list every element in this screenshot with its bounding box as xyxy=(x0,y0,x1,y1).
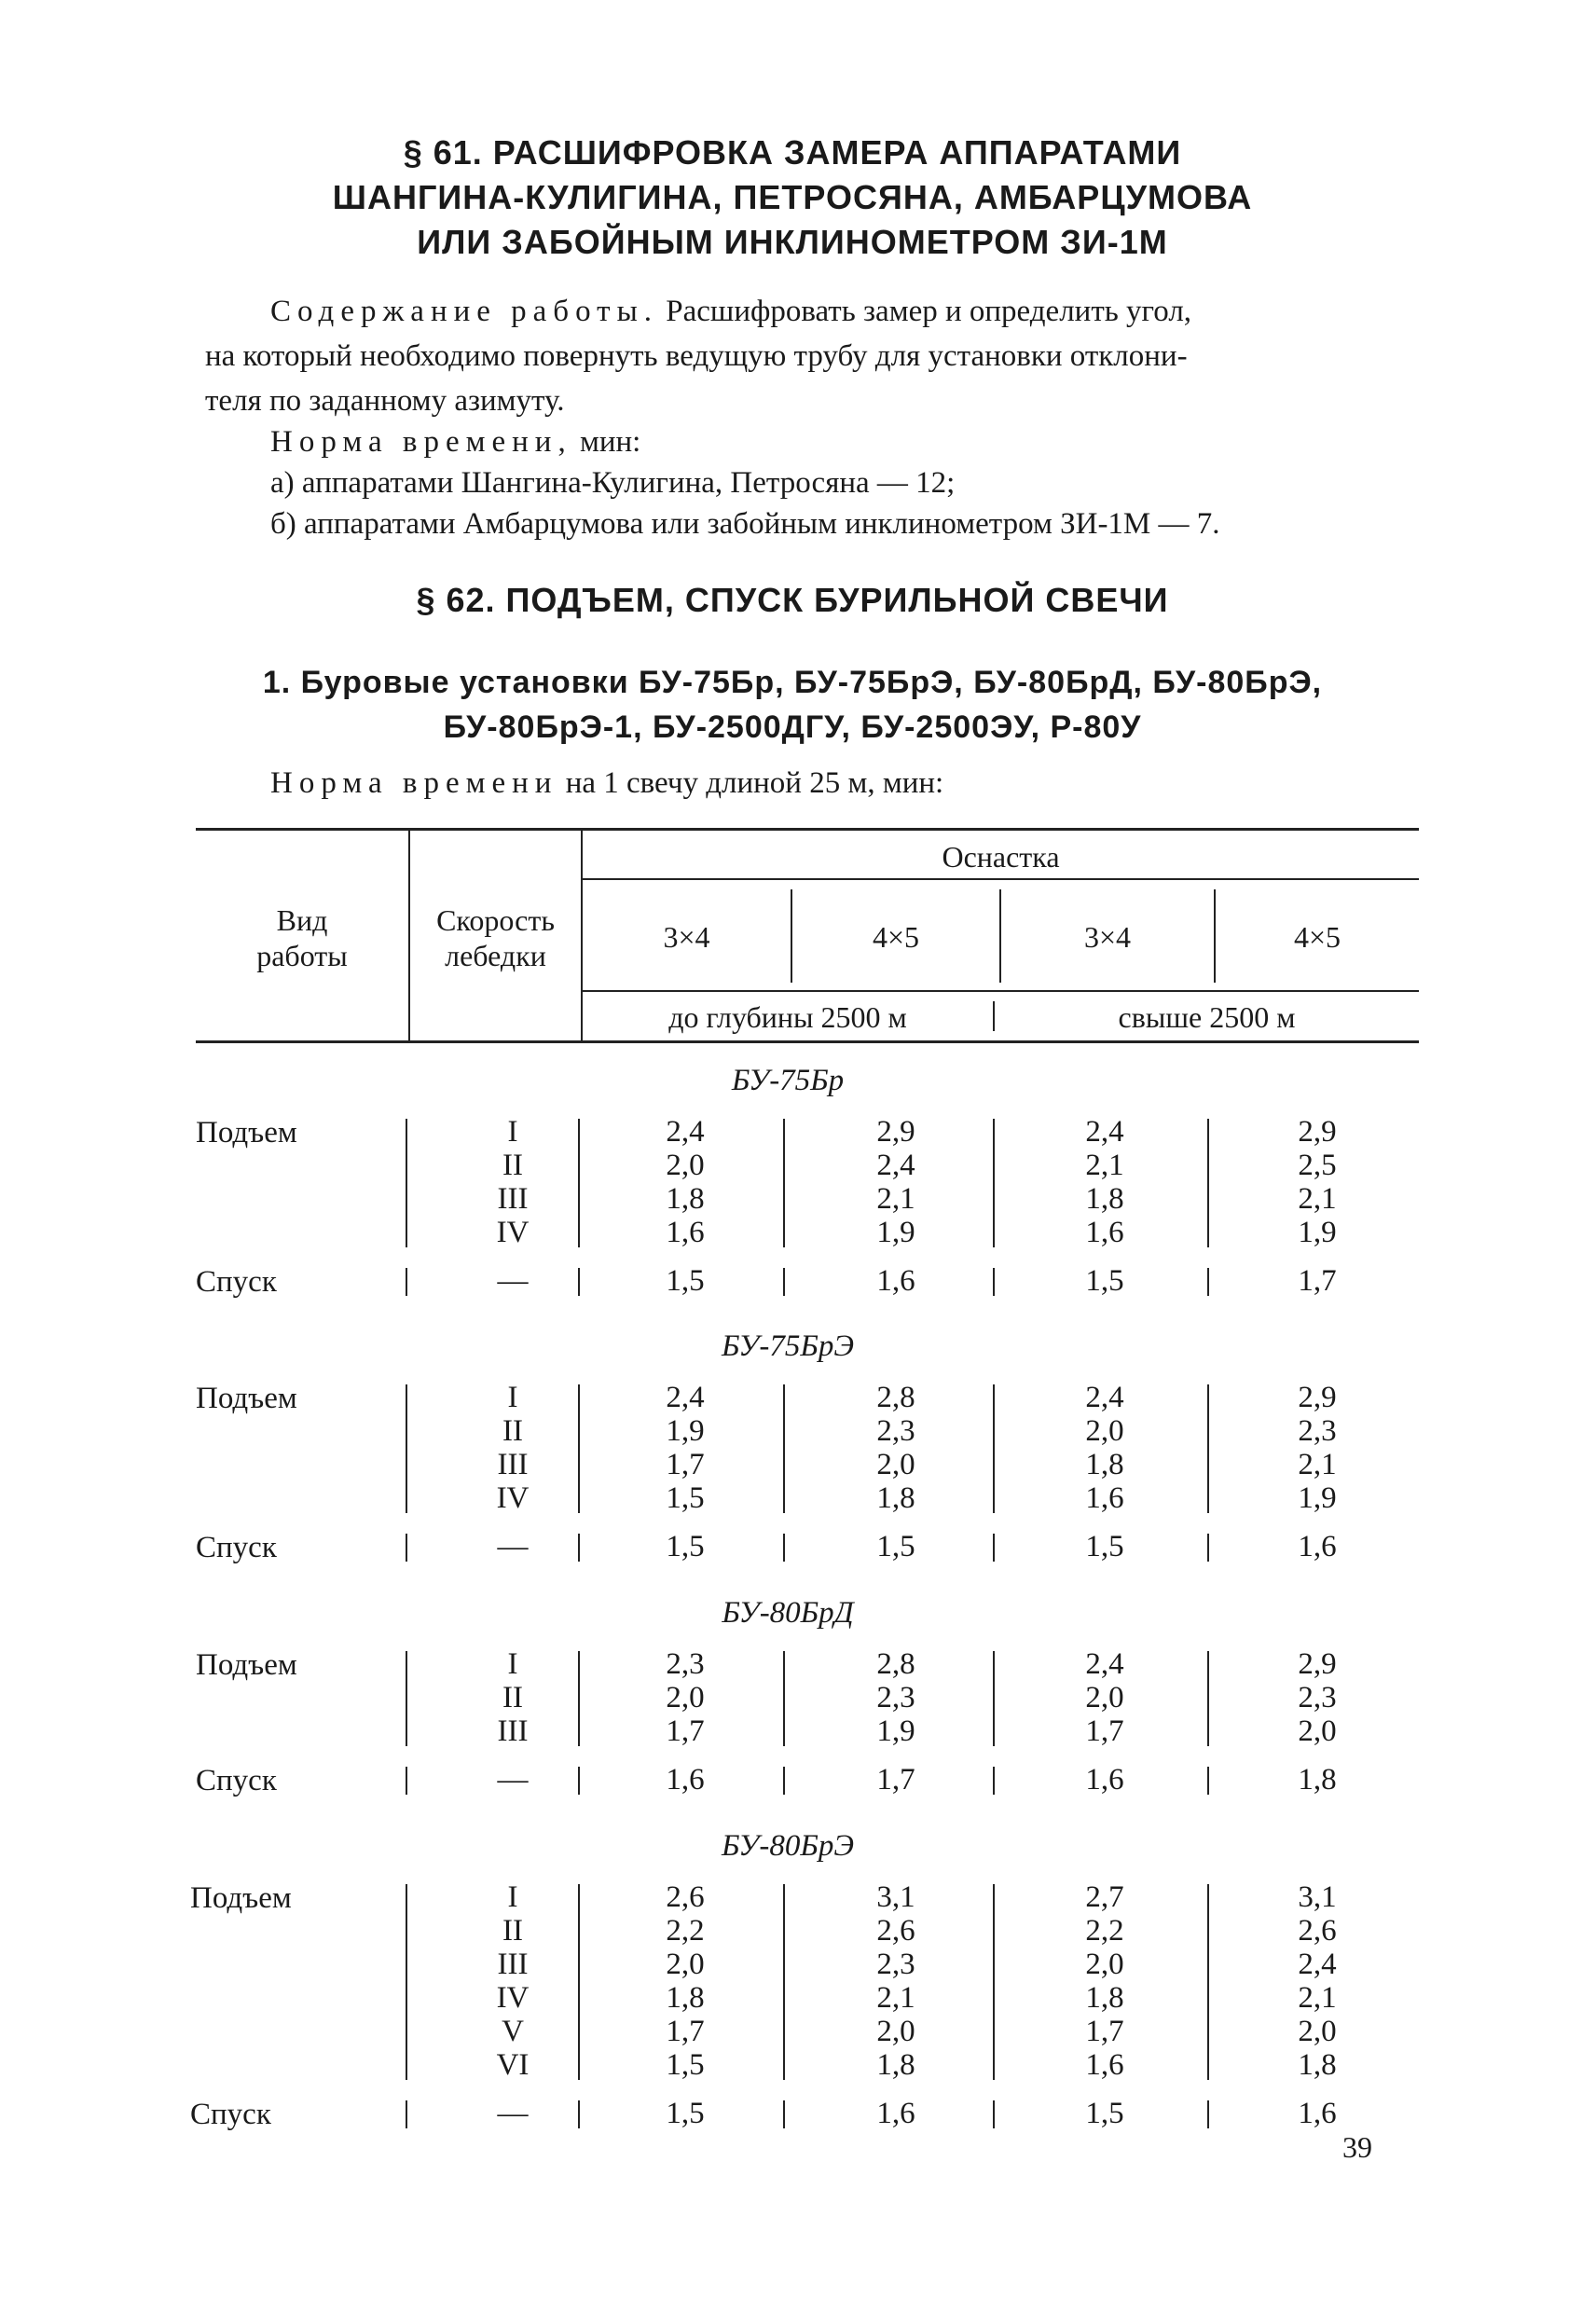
norm-line xyxy=(270,421,640,462)
value-cell: 2,6 xyxy=(1298,1914,1337,1948)
value-cell: 1,5 xyxy=(666,1530,705,1563)
speed-cell: III xyxy=(497,1448,529,1481)
row-separator xyxy=(578,1651,580,1746)
content-line-3: теля по заданному азимуту. xyxy=(205,384,565,418)
value-cell: 2,3 xyxy=(876,1414,915,1448)
value-cell: 1,5 xyxy=(1085,2097,1124,2130)
value-cell: 2,0 xyxy=(666,1681,705,1714)
speed-cell: V xyxy=(502,2015,524,2048)
value-cell: 2,0 xyxy=(876,1448,915,1481)
value-cell: 2,4 xyxy=(1085,1115,1124,1149)
speed-cell: — xyxy=(497,1763,529,1797)
value-cell: 2,6 xyxy=(876,1914,915,1948)
value-cell: 2,5 xyxy=(1298,1149,1337,1182)
row-separator xyxy=(993,1767,995,1795)
row-separator xyxy=(1207,1534,1209,1562)
value-cell: 1,6 xyxy=(1085,2048,1124,2082)
value-cell: 1,7 xyxy=(1085,1714,1124,1748)
speed-cell: II xyxy=(502,1149,523,1182)
value-cell: 1,6 xyxy=(1085,1216,1124,1249)
content-line-1 xyxy=(270,291,1191,332)
speed-cell: — xyxy=(497,1264,529,1298)
value-cell: 1,7 xyxy=(666,2015,705,2048)
row-separator xyxy=(783,1884,785,2080)
content-label: Содержание работы. xyxy=(270,295,659,328)
speed-cell: IV xyxy=(496,1981,530,2015)
value-cell: 1,5 xyxy=(666,1264,705,1298)
row-separator xyxy=(993,2100,995,2128)
row-separator xyxy=(578,1767,580,1795)
row-separator xyxy=(783,1268,785,1296)
norm-62-label: Норма времени xyxy=(270,766,558,800)
section-61-title xyxy=(186,131,1398,265)
subtitle-line1: 1. Буровые установки БУ-75Бр, БУ-75БрЭ, БУ-80БрД, БУ-80БрЭ, xyxy=(262,665,1323,700)
value-cell: 2,0 xyxy=(1298,2015,1337,2048)
section-title: БУ-75БрЭ xyxy=(722,1329,854,1363)
value-cell: 2,1 xyxy=(876,1182,915,1216)
section-title: БУ-75Бр xyxy=(731,1064,845,1097)
row-separator xyxy=(993,1268,995,1296)
speed-cell: IV xyxy=(496,1481,530,1515)
row-separator xyxy=(1207,1884,1209,2080)
value-cell: 2,3 xyxy=(876,1681,915,1714)
value-cell: 3,1 xyxy=(1298,1880,1337,1914)
value-cell: 2,9 xyxy=(1298,1115,1337,1149)
row-separator xyxy=(783,1119,785,1247)
speed-cell: I xyxy=(507,1381,518,1414)
value-cell: 1,5 xyxy=(666,2048,705,2082)
equip-rule xyxy=(583,878,1419,880)
speed-cell: II xyxy=(502,1914,523,1948)
page-number: 39 xyxy=(1342,2130,1372,2164)
value-cell: 1,6 xyxy=(876,2097,915,2130)
header-speed-2: лебедки xyxy=(445,939,546,972)
value-cell: 2,2 xyxy=(666,1914,705,1948)
row-separator xyxy=(406,2100,407,2128)
row-separator xyxy=(578,1534,580,1562)
header-work xyxy=(196,902,408,973)
value-cell: 2,1 xyxy=(1085,1149,1124,1182)
section-title: БУ-80БрД xyxy=(722,1596,854,1630)
value-cell: 1,8 xyxy=(1298,1763,1337,1797)
row-label-lift: Подъем xyxy=(196,1382,297,1415)
speed-cell: I xyxy=(507,1115,518,1149)
value-cell: 2,0 xyxy=(1298,1714,1337,1748)
header-work-2: работы xyxy=(256,939,348,972)
row-separator xyxy=(783,1767,785,1795)
value-cell: 2,3 xyxy=(876,1948,915,1981)
row-separator xyxy=(406,1268,407,1296)
row-separator xyxy=(1207,1119,1209,1247)
norm-label: Норма времени, xyxy=(270,425,572,459)
row-label-lower: Спуск xyxy=(196,1531,277,1564)
value-cell: 2,2 xyxy=(1085,1914,1124,1948)
value-cell: 2,4 xyxy=(666,1115,705,1149)
row-separator xyxy=(783,2100,785,2128)
row-separator xyxy=(1207,1268,1209,1296)
header-depth-1: до глубины 2500 м xyxy=(668,1000,907,1034)
header-rig-2: 4×5 xyxy=(872,920,920,954)
row-separator xyxy=(406,1119,407,1247)
value-cell: 2,8 xyxy=(876,1381,915,1414)
norm-item-b: б) аппаратами Амбарцумова или забойным инклинометром ЗИ-1М — 7. xyxy=(270,507,1220,541)
section-61-title-line3: ИЛИ ЗАБОЙНЫМ ИНКЛИНОМЕТРОМ ЗИ-1М xyxy=(417,223,1168,261)
row-label-lift: Подъем xyxy=(196,1116,297,1150)
row-separator xyxy=(578,2100,580,2128)
value-cell: 1,7 xyxy=(1085,2015,1124,2048)
row-separator xyxy=(993,1651,995,1746)
row-separator xyxy=(1207,1651,1209,1746)
row-separator xyxy=(783,1384,785,1513)
value-cell: 1,8 xyxy=(666,1182,705,1216)
row-label-lift: Подъем xyxy=(196,1648,297,1682)
value-cell: 2,0 xyxy=(666,1149,705,1182)
value-cell: 2,1 xyxy=(1298,1981,1337,2015)
value-cell: 1,6 xyxy=(666,1216,705,1249)
value-cell: 2,4 xyxy=(1298,1948,1337,1981)
speed-cell: III xyxy=(497,1182,529,1216)
speed-cell: IV xyxy=(496,1216,530,1249)
row-separator xyxy=(406,1534,407,1562)
row-separator xyxy=(1207,1384,1209,1513)
value-cell: 1,7 xyxy=(666,1448,705,1481)
value-cell: 2,6 xyxy=(666,1880,705,1914)
row-separator xyxy=(578,1884,580,2080)
value-cell: 2,9 xyxy=(1298,1381,1337,1414)
value-cell: 1,5 xyxy=(666,2097,705,2130)
value-cell: 1,9 xyxy=(876,1216,915,1249)
value-cell: 1,6 xyxy=(1298,2097,1337,2130)
value-cell: 2,4 xyxy=(666,1381,705,1414)
value-cell: 1,8 xyxy=(1085,1981,1124,2015)
row-separator xyxy=(783,1651,785,1746)
value-cell: 1,9 xyxy=(1298,1216,1337,1249)
value-cell: 2,0 xyxy=(876,2015,915,2048)
row-label-lift: Подъем xyxy=(190,1881,292,1915)
norm-item-a: а) аппаратами Шангина-Кулигина, Петросяна — 12; xyxy=(270,466,956,500)
value-cell: 1,5 xyxy=(1085,1264,1124,1298)
section-title: БУ-80БрЭ xyxy=(722,1829,854,1863)
header-work-1: Вид xyxy=(276,903,328,937)
speed-cell: III xyxy=(497,1948,529,1981)
value-cell: 1,6 xyxy=(1085,1481,1124,1515)
content-line-2: на который необходимо повернуть ведущую трубу для установки отклони- xyxy=(205,339,1188,373)
value-cell: 2,3 xyxy=(1298,1414,1337,1448)
row-separator xyxy=(578,1268,580,1296)
speed-cell: I xyxy=(507,1647,518,1681)
subtitle-line2: БУ-80БрЭ-1, БУ-2500ДГУ, БУ-2500ЭУ, Р-80У xyxy=(443,709,1142,745)
value-cell: 1,8 xyxy=(1085,1182,1124,1216)
row-label-lower: Спуск xyxy=(190,2098,271,2131)
row-separator xyxy=(783,1534,785,1562)
value-cell: 2,0 xyxy=(1085,1414,1124,1448)
row-separator xyxy=(993,1534,995,1562)
speed-cell: — xyxy=(497,2097,529,2130)
row-separator xyxy=(993,1119,995,1247)
speed-cell: III xyxy=(497,1714,529,1748)
norm-62-line xyxy=(270,763,943,804)
value-cell: 2,9 xyxy=(1298,1647,1337,1681)
value-cell: 2,3 xyxy=(666,1647,705,1681)
depth-rule xyxy=(583,990,1419,992)
value-cell: 2,1 xyxy=(1298,1448,1337,1481)
row-separator xyxy=(993,1384,995,1513)
value-cell: 1,5 xyxy=(666,1481,705,1515)
value-cell: 2,4 xyxy=(876,1149,915,1182)
row-separator xyxy=(1207,2100,1209,2128)
speed-cell: I xyxy=(507,1880,518,1914)
norm-table xyxy=(190,828,1419,2152)
row-separator xyxy=(578,1384,580,1513)
header-rig-3: 3×4 xyxy=(1083,920,1132,954)
speed-cell: — xyxy=(497,1530,529,1563)
value-cell: 2,9 xyxy=(876,1115,915,1149)
row-label-lower: Спуск xyxy=(196,1764,277,1797)
section-62-subtitle xyxy=(205,660,1380,750)
header-bottom-rule xyxy=(196,1040,1419,1043)
value-cell: 1,5 xyxy=(1085,1530,1124,1563)
value-cell: 2,3 xyxy=(1298,1681,1337,1714)
value-cell: 2,8 xyxy=(876,1647,915,1681)
section-61-title-line2: ШАНГИНА-КУЛИГИНА, ПЕТРОСЯНА, АМБАРЦУМОВА xyxy=(332,178,1253,216)
value-cell: 2,0 xyxy=(1085,1681,1124,1714)
row-separator xyxy=(1207,1767,1209,1795)
row-separator xyxy=(406,1884,407,2080)
value-cell: 1,8 xyxy=(876,2048,915,2082)
header-speed xyxy=(410,902,581,973)
value-cell: 1,8 xyxy=(666,1981,705,2015)
header-rig-4: 4×5 xyxy=(1293,920,1341,954)
value-cell: 1,5 xyxy=(876,1530,915,1563)
value-cell: 1,7 xyxy=(876,1763,915,1797)
value-cell: 1,9 xyxy=(876,1714,915,1748)
header-depth-2: свыше 2500 м xyxy=(1118,1000,1296,1034)
value-cell: 2,0 xyxy=(666,1948,705,1981)
value-cell: 1,9 xyxy=(1298,1481,1337,1515)
value-cell: 1,8 xyxy=(1298,2048,1337,2082)
header-speed-1: Скорость xyxy=(436,903,555,937)
speed-cell: II xyxy=(502,1681,523,1714)
content-text-1: Расшифровать замер и определить угол, xyxy=(666,295,1192,328)
header-rig-1: 3×4 xyxy=(663,920,710,954)
value-cell: 2,4 xyxy=(1085,1381,1124,1414)
value-cell: 2,1 xyxy=(876,1981,915,2015)
value-cell: 1,9 xyxy=(666,1414,705,1448)
value-cell: 1,6 xyxy=(876,1264,915,1298)
value-cell: 1,6 xyxy=(1085,1763,1124,1797)
row-separator xyxy=(993,1884,995,2080)
value-cell: 1,8 xyxy=(876,1481,915,1515)
row-separator xyxy=(578,1119,580,1247)
header-equip: Оснастка xyxy=(942,840,1060,874)
value-cell: 2,0 xyxy=(1085,1948,1124,1981)
value-cell: 1,7 xyxy=(1298,1264,1337,1298)
table-top-rule xyxy=(196,828,1419,831)
speed-cell: VI xyxy=(496,2048,530,2082)
value-cell: 1,6 xyxy=(666,1763,705,1797)
row-separator xyxy=(406,1384,407,1513)
section-61-title-line1: § 61. РАСШИФРОВКА ЗАМЕРА АППАРАТАМИ xyxy=(403,133,1182,172)
value-cell: 2,4 xyxy=(1085,1647,1124,1681)
section-62-title: § 62. ПОДЪЕМ, СПУСК БУРИЛЬНОЙ СВЕЧИ xyxy=(416,581,1169,619)
row-separator xyxy=(406,1651,407,1746)
value-cell: 1,7 xyxy=(666,1714,705,1748)
norm-unit: мин: xyxy=(579,425,641,459)
value-cell: 1,6 xyxy=(1298,1530,1337,1563)
speed-cell: II xyxy=(502,1414,523,1448)
row-separator xyxy=(406,1767,407,1795)
norm-62-rest: на 1 свечу длиной 25 м, мин: xyxy=(565,766,944,800)
value-cell: 3,1 xyxy=(876,1880,915,1914)
value-cell: 2,7 xyxy=(1085,1880,1124,1914)
row-label-lower: Спуск xyxy=(196,1265,277,1299)
value-cell: 1,8 xyxy=(1085,1448,1124,1481)
value-cell: 2,1 xyxy=(1298,1182,1337,1216)
